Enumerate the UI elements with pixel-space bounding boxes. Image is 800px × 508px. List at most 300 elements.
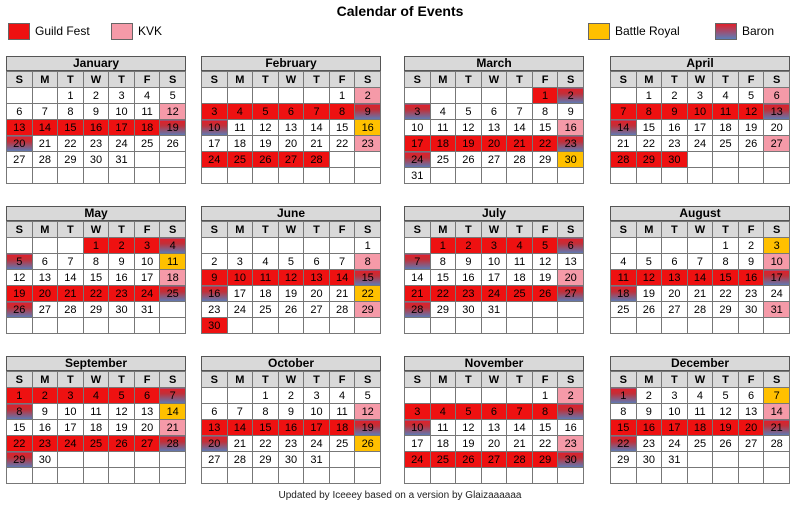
empty-cell (507, 468, 533, 484)
day-cell: 4 (227, 104, 253, 120)
empty-cell (738, 152, 764, 168)
empty-cell (611, 88, 637, 104)
day-cell: 2 (456, 238, 482, 254)
empty-cell (611, 468, 637, 484)
empty-cell (134, 152, 160, 168)
weekday-header: S (160, 372, 186, 388)
day-cell: 17 (202, 136, 228, 152)
day-cell: 11 (430, 120, 456, 136)
weekday-header: F (134, 372, 160, 388)
day-cell: 11 (611, 270, 637, 286)
day-cell: 21 (160, 420, 186, 436)
day-cell: 12 (355, 404, 381, 420)
day-cell: 27 (481, 452, 507, 468)
legend-label: Guild Fest (35, 24, 90, 38)
page-title: Calendar of Events (336, 3, 464, 19)
weekday-header: T (253, 72, 279, 88)
day-cell: 16 (738, 270, 764, 286)
day-cell: 9 (355, 104, 381, 120)
day-cell: 11 (430, 420, 456, 436)
day-cell: 25 (83, 436, 109, 452)
day-cell: 18 (227, 136, 253, 152)
day-cell: 18 (160, 270, 186, 286)
day-cell: 6 (764, 88, 790, 104)
day-cell: 6 (7, 104, 33, 120)
day-cell: 3 (405, 104, 431, 120)
day-cell: 3 (764, 238, 790, 254)
empty-cell (636, 318, 662, 334)
day-cell: 19 (355, 420, 381, 436)
empty-cell (764, 452, 790, 468)
day-cell: 5 (738, 88, 764, 104)
day-cell: 22 (58, 136, 84, 152)
day-cell: 8 (58, 104, 84, 120)
day-cell: 29 (58, 152, 84, 168)
empty-cell (109, 318, 135, 334)
day-cell: 8 (430, 254, 456, 270)
day-cell: 17 (134, 270, 160, 286)
weekday-header: S (764, 72, 790, 88)
weekday-header: T (253, 222, 279, 238)
day-cell: 17 (687, 120, 713, 136)
weekday-header: S (558, 222, 584, 238)
weekday-header: T (662, 372, 688, 388)
empty-cell (430, 88, 456, 104)
empty-cell (134, 318, 160, 334)
day-cell: 11 (687, 404, 713, 420)
day-cell: 19 (253, 136, 279, 152)
day-cell: 1 (355, 238, 381, 254)
day-cell: 22 (713, 286, 739, 302)
month-name: October (201, 356, 381, 371)
day-cell: 30 (738, 302, 764, 318)
day-cell: 14 (611, 120, 637, 136)
day-cell: 25 (687, 436, 713, 452)
empty-cell (355, 318, 381, 334)
day-cell: 31 (304, 452, 330, 468)
day-cell: 26 (456, 452, 482, 468)
empty-cell (304, 238, 330, 254)
empty-cell (160, 302, 186, 318)
day-cell: 3 (405, 404, 431, 420)
day-cell: 19 (456, 136, 482, 152)
month-name: August (610, 206, 790, 221)
day-cell: 29 (7, 452, 33, 468)
empty-cell (430, 468, 456, 484)
empty-cell (532, 302, 558, 318)
weekday-header: F (329, 222, 355, 238)
day-cell: 10 (405, 420, 431, 436)
empty-cell (611, 318, 637, 334)
empty-cell (611, 238, 637, 254)
weekday-header: W (687, 372, 713, 388)
day-cell: 21 (304, 136, 330, 152)
empty-cell (160, 152, 186, 168)
weekday-header: S (558, 372, 584, 388)
empty-cell (738, 468, 764, 484)
day-cell: 7 (329, 254, 355, 270)
day-cell: 14 (32, 120, 58, 136)
day-cell: 29 (636, 152, 662, 168)
day-cell: 27 (481, 152, 507, 168)
month-december (610, 356, 790, 484)
month-october (201, 356, 381, 484)
month-name: November (404, 356, 584, 371)
day-cell: 12 (160, 104, 186, 120)
weekday-header: F (738, 222, 764, 238)
weekday-header: S (355, 72, 381, 88)
day-cell: 26 (278, 302, 304, 318)
weekday-header: F (329, 72, 355, 88)
empty-cell (456, 468, 482, 484)
month-name: September (6, 356, 186, 371)
empty-cell (738, 318, 764, 334)
day-cell: 30 (636, 452, 662, 468)
day-cell: 31 (764, 302, 790, 318)
day-cell: 6 (662, 254, 688, 270)
empty-cell (32, 318, 58, 334)
empty-cell (58, 468, 84, 484)
day-cell: 15 (611, 420, 637, 436)
empty-cell (764, 152, 790, 168)
empty-cell (58, 238, 84, 254)
day-cell: 10 (687, 104, 713, 120)
day-cell: 26 (7, 302, 33, 318)
weekday-header: T (507, 372, 533, 388)
weekday-header: M (227, 372, 253, 388)
day-cell: 12 (713, 404, 739, 420)
day-cell: 15 (83, 270, 109, 286)
day-cell: 13 (662, 270, 688, 286)
empty-cell (329, 238, 355, 254)
day-cell: 8 (713, 254, 739, 270)
empty-cell (278, 238, 304, 254)
day-cell: 2 (558, 388, 584, 404)
day-cell: 23 (456, 286, 482, 302)
day-cell: 13 (134, 404, 160, 420)
empty-cell (405, 468, 431, 484)
day-cell: 25 (329, 436, 355, 452)
weekday-header: M (227, 72, 253, 88)
day-cell: 10 (227, 270, 253, 286)
day-cell: 31 (662, 452, 688, 468)
empty-cell (304, 88, 330, 104)
empty-cell (507, 388, 533, 404)
weekday-header: W (83, 222, 109, 238)
day-cell: 1 (713, 238, 739, 254)
day-cell: 16 (662, 120, 688, 136)
day-cell: 24 (227, 302, 253, 318)
weekday-header: S (405, 372, 431, 388)
empty-cell (355, 452, 381, 468)
weekday-header: T (713, 372, 739, 388)
day-cell: 23 (83, 136, 109, 152)
day-cell: 21 (611, 136, 637, 152)
day-cell: 3 (202, 104, 228, 120)
empty-cell (83, 452, 109, 468)
footer-credit: Updated by Iceeey based on a version by Glaizaaaaaa (278, 490, 522, 501)
empty-cell (764, 168, 790, 184)
weekday-header: M (430, 372, 456, 388)
weekday-header: W (687, 72, 713, 88)
day-cell: 25 (507, 286, 533, 302)
weekday-header: M (430, 222, 456, 238)
empty-cell (456, 168, 482, 184)
weekday-header: T (456, 372, 482, 388)
empty-cell (7, 168, 33, 184)
empty-cell (507, 318, 533, 334)
weekday-header: M (636, 372, 662, 388)
empty-cell (278, 468, 304, 484)
day-cell: 18 (430, 436, 456, 452)
weekday-header: M (430, 72, 456, 88)
day-cell: 1 (83, 238, 109, 254)
empty-cell (109, 468, 135, 484)
day-cell: 16 (355, 120, 381, 136)
empty-cell (405, 318, 431, 334)
day-cell: 27 (202, 452, 228, 468)
day-cell: 23 (662, 136, 688, 152)
day-cell: 5 (636, 254, 662, 270)
empty-cell (253, 468, 279, 484)
day-cell: 26 (109, 436, 135, 452)
weekday-header: T (58, 222, 84, 238)
day-cell: 10 (304, 404, 330, 420)
day-cell: 6 (481, 404, 507, 420)
empty-cell (430, 388, 456, 404)
weekday-header: M (636, 222, 662, 238)
empty-cell (481, 388, 507, 404)
day-cell: 28 (507, 452, 533, 468)
empty-cell (7, 88, 33, 104)
month-february (201, 56, 381, 184)
empty-cell (355, 468, 381, 484)
weekday-header: W (687, 222, 713, 238)
day-cell: 5 (532, 238, 558, 254)
day-cell: 30 (109, 302, 135, 318)
day-cell: 22 (532, 436, 558, 452)
day-cell: 18 (430, 136, 456, 152)
day-cell: 28 (611, 152, 637, 168)
day-cell: 20 (481, 136, 507, 152)
kvk-swatch (111, 23, 133, 40)
day-cell: 10 (764, 254, 790, 270)
day-cell: 9 (109, 254, 135, 270)
month-name: February (201, 56, 381, 71)
empty-cell (687, 152, 713, 168)
day-cell: 29 (355, 302, 381, 318)
day-cell: 20 (7, 136, 33, 152)
day-cell: 30 (456, 302, 482, 318)
day-cell: 8 (532, 404, 558, 420)
day-cell: 28 (764, 436, 790, 452)
empty-cell (611, 168, 637, 184)
day-cell: 2 (202, 254, 228, 270)
day-cell: 10 (405, 120, 431, 136)
day-cell: 30 (558, 152, 584, 168)
day-cell: 24 (58, 436, 84, 452)
day-cell: 22 (83, 286, 109, 302)
day-cell: 7 (687, 254, 713, 270)
day-cell: 27 (7, 152, 33, 168)
day-cell: 13 (481, 420, 507, 436)
day-cell: 21 (687, 286, 713, 302)
day-cell: 5 (160, 88, 186, 104)
day-cell: 21 (227, 436, 253, 452)
day-cell: 1 (58, 88, 84, 104)
day-cell: 1 (611, 388, 637, 404)
empty-cell (202, 388, 228, 404)
day-cell: 13 (738, 404, 764, 420)
weekday-header: T (253, 372, 279, 388)
day-cell: 5 (253, 104, 279, 120)
weekday-header: F (532, 372, 558, 388)
day-cell: 21 (507, 436, 533, 452)
guild-fest-swatch (8, 23, 30, 40)
day-cell: 28 (32, 152, 58, 168)
empty-cell (662, 468, 688, 484)
day-cell: 5 (713, 388, 739, 404)
empty-cell (58, 452, 84, 468)
day-cell: 2 (278, 388, 304, 404)
day-cell: 27 (662, 302, 688, 318)
day-cell: 2 (109, 238, 135, 254)
day-cell: 4 (253, 254, 279, 270)
day-cell: 26 (713, 436, 739, 452)
day-cell: 9 (636, 404, 662, 420)
day-cell: 22 (532, 136, 558, 152)
day-cell: 19 (278, 286, 304, 302)
weekday-header: F (329, 372, 355, 388)
weekday-header: T (507, 222, 533, 238)
day-cell: 20 (558, 270, 584, 286)
weekday-header: S (355, 372, 381, 388)
day-cell: 4 (430, 404, 456, 420)
weekday-header: T (109, 372, 135, 388)
weekday-header: T (304, 72, 330, 88)
day-cell: 24 (687, 136, 713, 152)
day-cell: 21 (58, 286, 84, 302)
day-cell: 18 (134, 120, 160, 136)
day-cell: 9 (83, 104, 109, 120)
day-cell: 24 (662, 436, 688, 452)
empty-cell (355, 152, 381, 168)
day-cell: 25 (611, 302, 637, 318)
day-cell: 12 (278, 270, 304, 286)
day-cell: 4 (83, 388, 109, 404)
day-cell: 19 (160, 120, 186, 136)
day-cell: 14 (160, 404, 186, 420)
day-cell: 15 (253, 420, 279, 436)
day-cell: 16 (636, 420, 662, 436)
month-september (6, 356, 186, 484)
empty-cell (507, 88, 533, 104)
weekday-header: W (481, 372, 507, 388)
day-cell: 22 (430, 286, 456, 302)
day-cell: 10 (58, 404, 84, 420)
day-cell: 16 (558, 420, 584, 436)
day-cell: 20 (304, 286, 330, 302)
weekday-header: S (611, 372, 637, 388)
day-cell: 27 (304, 302, 330, 318)
day-cell: 17 (405, 436, 431, 452)
day-cell: 22 (253, 436, 279, 452)
day-cell: 22 (355, 286, 381, 302)
day-cell: 30 (558, 452, 584, 468)
day-cell: 17 (405, 136, 431, 152)
weekday-header: M (32, 72, 58, 88)
day-cell: 31 (481, 302, 507, 318)
day-cell: 13 (764, 104, 790, 120)
day-cell: 14 (764, 404, 790, 420)
empty-cell (7, 318, 33, 334)
empty-cell (304, 468, 330, 484)
empty-cell (558, 302, 584, 318)
day-cell: 18 (253, 286, 279, 302)
day-cell: 9 (558, 404, 584, 420)
day-cell: 4 (160, 238, 186, 254)
empty-cell (109, 168, 135, 184)
empty-cell (278, 88, 304, 104)
day-cell: 14 (405, 270, 431, 286)
empty-cell (687, 238, 713, 254)
weekday-header: T (304, 222, 330, 238)
day-cell: 21 (329, 286, 355, 302)
day-cell: 19 (713, 420, 739, 436)
empty-cell (83, 468, 109, 484)
day-cell: 3 (304, 388, 330, 404)
day-cell: 29 (253, 452, 279, 468)
day-cell: 8 (636, 104, 662, 120)
weekday-header: T (713, 72, 739, 88)
empty-cell (253, 88, 279, 104)
month-july (404, 206, 584, 334)
day-cell: 3 (109, 88, 135, 104)
day-cell: 23 (32, 436, 58, 452)
day-cell: 1 (532, 388, 558, 404)
day-cell: 24 (405, 452, 431, 468)
day-cell: 24 (202, 152, 228, 168)
day-cell: 31 (109, 152, 135, 168)
day-cell: 13 (558, 254, 584, 270)
empty-cell (430, 168, 456, 184)
empty-cell (304, 168, 330, 184)
day-cell: 7 (58, 254, 84, 270)
day-cell: 4 (507, 238, 533, 254)
day-cell: 1 (253, 388, 279, 404)
day-cell: 18 (329, 420, 355, 436)
day-cell: 25 (430, 452, 456, 468)
day-cell: 14 (329, 270, 355, 286)
day-cell: 14 (58, 270, 84, 286)
empty-cell (160, 318, 186, 334)
day-cell: 23 (109, 286, 135, 302)
day-cell: 1 (430, 238, 456, 254)
empty-cell (329, 452, 355, 468)
day-cell: 18 (687, 420, 713, 436)
day-cell: 18 (83, 420, 109, 436)
weekday-header: M (32, 222, 58, 238)
day-cell: 10 (662, 404, 688, 420)
day-cell: 21 (764, 420, 790, 436)
empty-cell (278, 318, 304, 334)
empty-cell (507, 168, 533, 184)
day-cell: 29 (532, 452, 558, 468)
day-cell: 7 (611, 104, 637, 120)
empty-cell (636, 168, 662, 184)
empty-cell (713, 318, 739, 334)
legend-label: KVK (138, 24, 163, 38)
